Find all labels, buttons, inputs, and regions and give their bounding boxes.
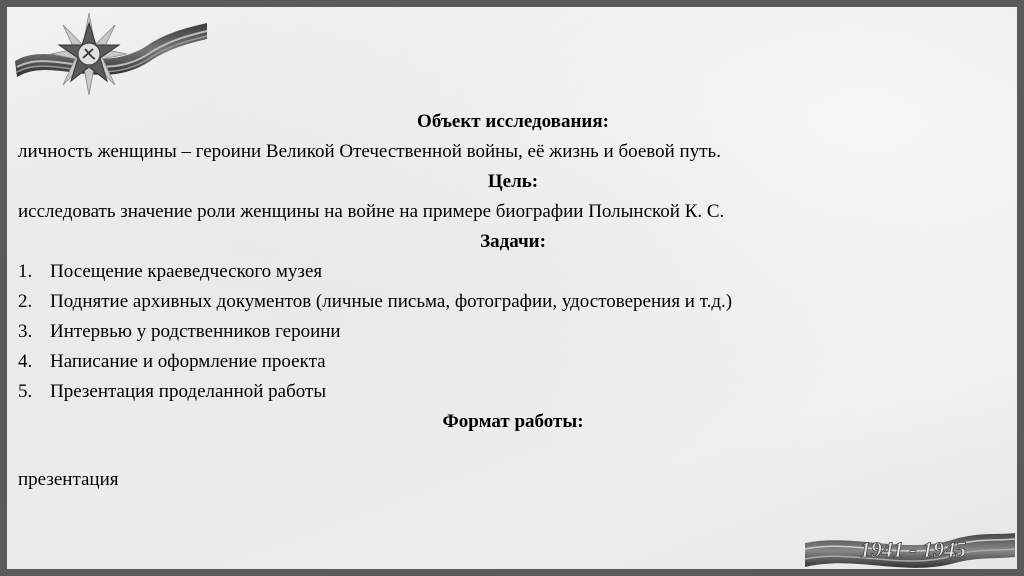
object-text: личность женщины – героини Великой Отечественной войны, её жизнь и боевой путь. <box>18 141 721 162</box>
list-item: 4. Написание и оформление проекта <box>18 351 326 372</box>
footer-years: 1941 - 1945 <box>859 537 967 562</box>
slide-content <box>18 107 1008 495</box>
format-text: презентация <box>18 469 119 490</box>
victory-years-ribbon-icon <box>805 529 1015 569</box>
order-of-patriotic-war-icon <box>11 9 211 97</box>
object-heading: Объект исследования: <box>417 111 609 132</box>
format-heading: Формат работы: <box>442 411 584 432</box>
goal-heading: Цель: <box>487 171 539 192</box>
tasks-list <box>18 257 1008 407</box>
slide <box>7 7 1017 569</box>
list-item: 3. Интервью у родственников героини <box>18 321 341 342</box>
goal-text: исследовать значение роли женщины на войне на примере биографии Полынской К. С. <box>18 201 725 222</box>
list-item: 1. Посещение краеведческого музея <box>18 261 323 282</box>
list-item: 5. Презентация проделанной работы <box>18 381 327 402</box>
tasks-heading: Задачи: <box>480 231 546 252</box>
list-item: 2. Поднятие архивных документов (личные письма, фотографии, удостоверения и т.д.) <box>18 291 733 312</box>
